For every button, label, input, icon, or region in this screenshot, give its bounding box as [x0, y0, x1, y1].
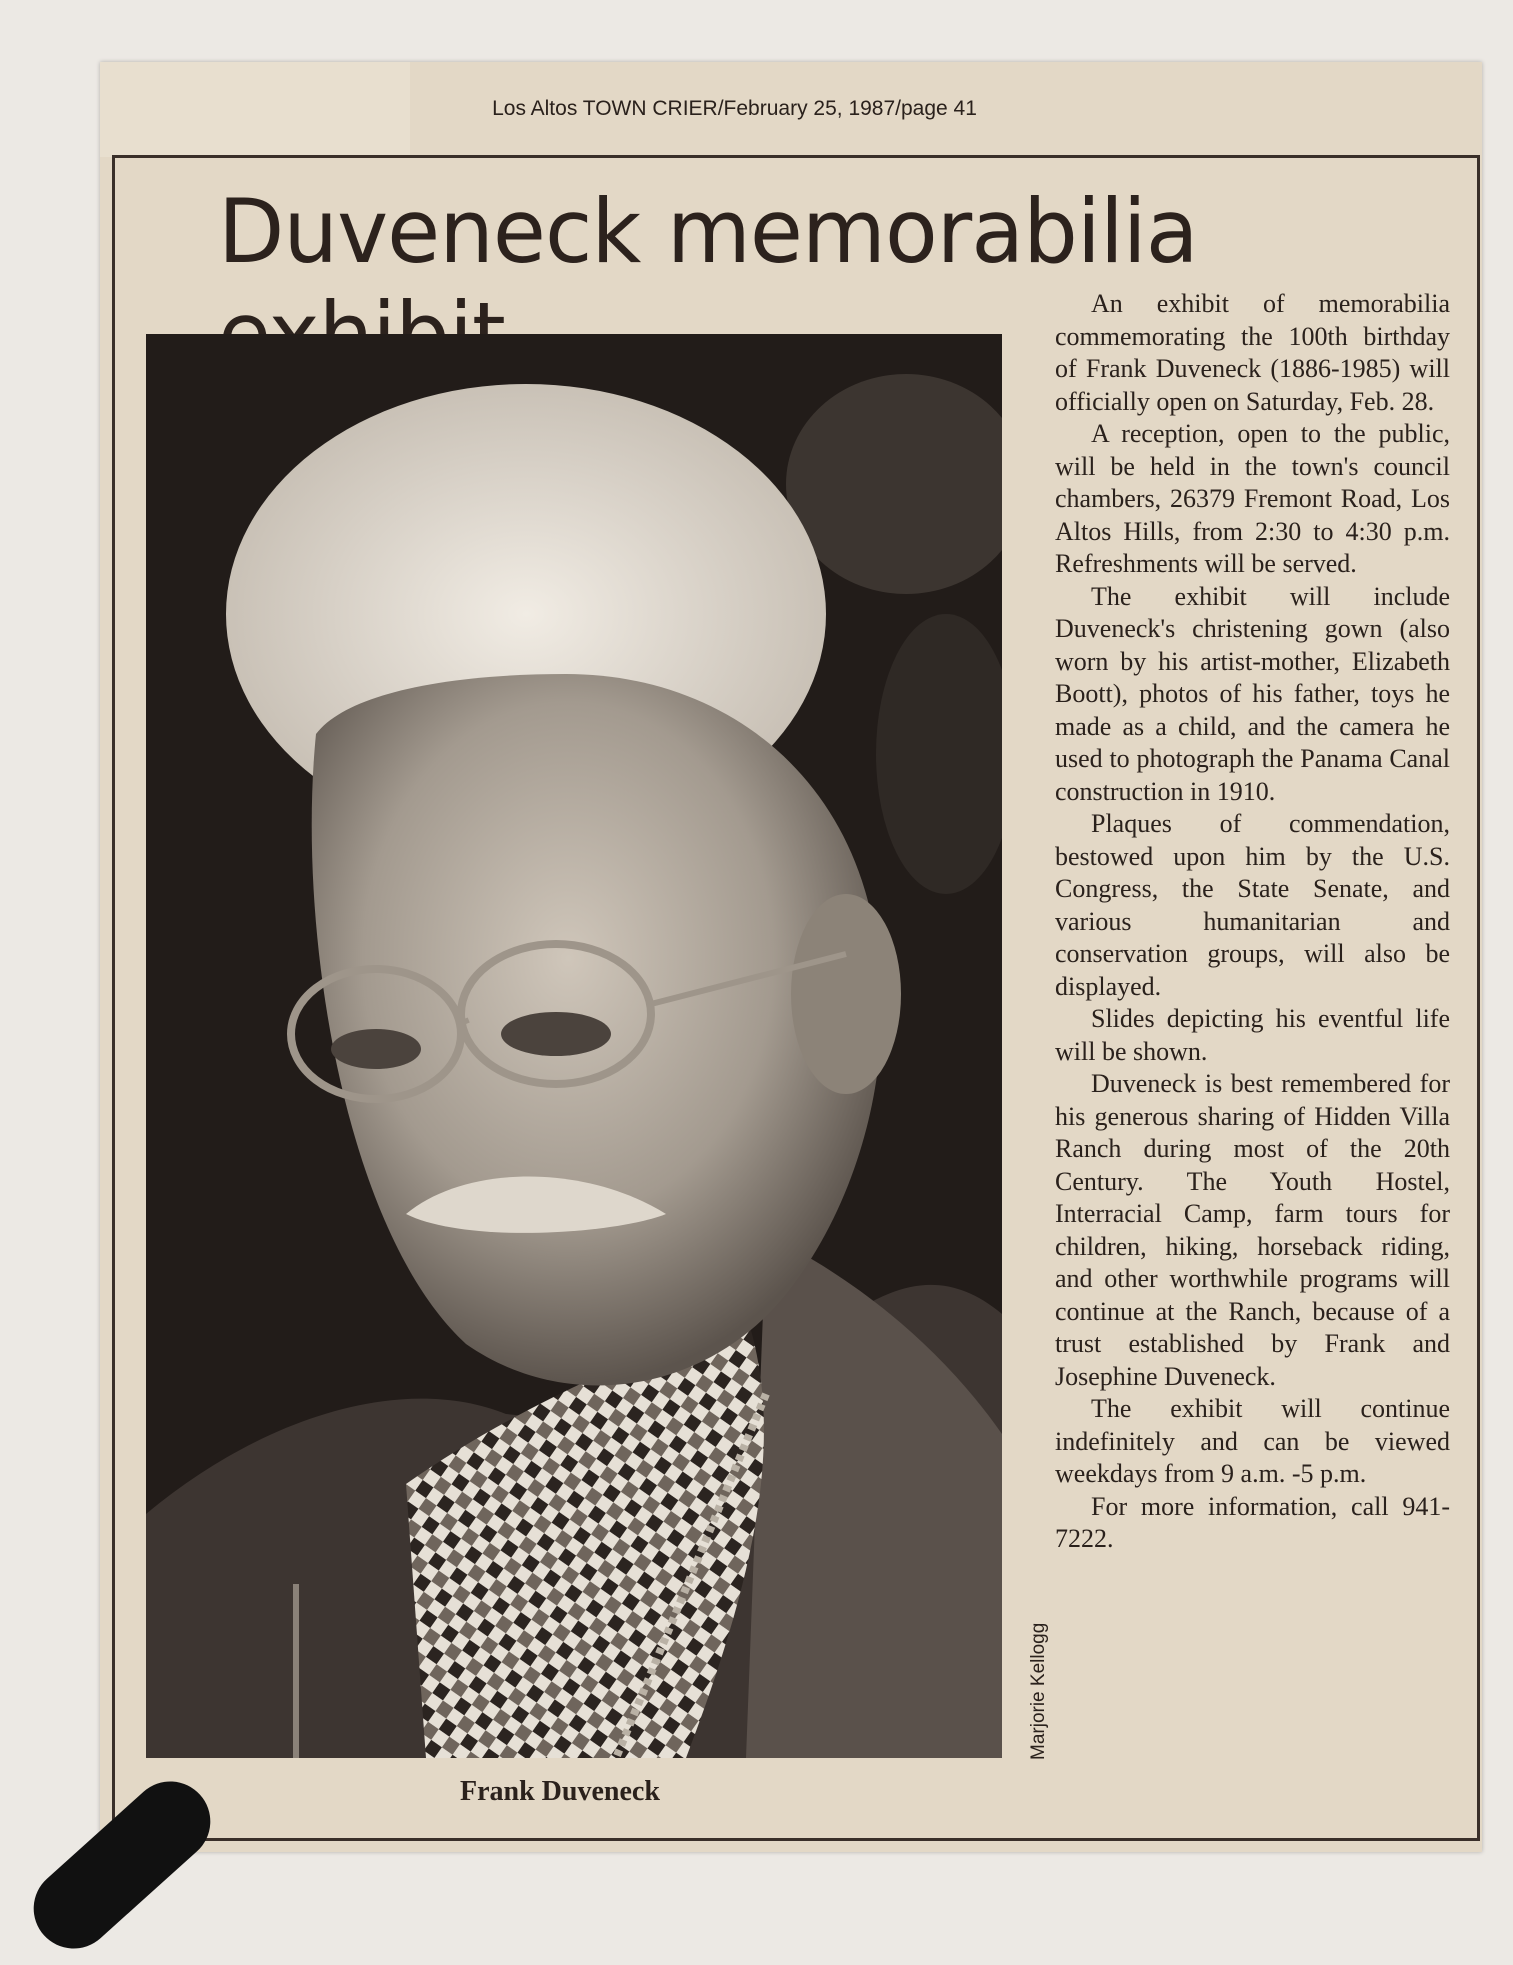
article-headline: Duveneck memorabilia	[218, 180, 1198, 283]
article-paragraph: For more information, call 941-7222.	[1055, 1491, 1450, 1553]
dateline	[0, 97, 1513, 121]
article-paragraph: Duveneck is best remembered for his generous sharing of Hidden Villa Ranch during most of the 20th Century. The Youth Hostel, Interracial Camp, farm tours for children, hiking, horseback riding, and other worthwhile programs will continue at the Ranch, because of a trust established by Frank and Josephine Duveneck.	[1055, 1069, 1450, 1391]
article-paragraph: The exhibit will include Duveneck's christening gown (also worn by his artist-mother, Elizabeth Boott), photos of his father, toys he made as a child, and the camera he used to photograph the Panama Canal construction in 1910.	[1055, 581, 1450, 806]
portrait-photo	[146, 334, 1002, 1758]
article-body	[1055, 288, 1450, 1556]
article-paragraph: A reception, open to the public, will be held in the town's council chambers, 26379 Fremont Road, Los Altos Hills, from 2:30 to 4:30 p.m. Refreshments will be served.	[1055, 419, 1450, 578]
article-paragraph: The exhibit will continue indefinitely and can be viewed weekdays from 9 a.m. -5 p.m.	[1055, 1394, 1450, 1488]
photo-caption: Frank Duveneck	[460, 1776, 660, 1807]
article-paragraph: Plaques of commendation, bestowed upon him by the U.S. Congress, the State Senate, and various humanitarian and conservation groups, will also be displayed.	[1055, 809, 1450, 1001]
dateline-text: Los Altos TOWN CRIER/February 25, 1987/page 41	[492, 97, 977, 120]
article-paragraph: Slides depicting his eventful life will be shown.	[1055, 1004, 1450, 1066]
photo-credit: Marjorie Kellogg	[1028, 1622, 1049, 1760]
article-paragraph: An exhibit of memorabilia commemorating the 100th birthday of Frank Duveneck (1886-1985) will officially open on Saturday, Feb. 28.	[1055, 289, 1450, 416]
portrait-illustration	[146, 334, 1002, 1758]
